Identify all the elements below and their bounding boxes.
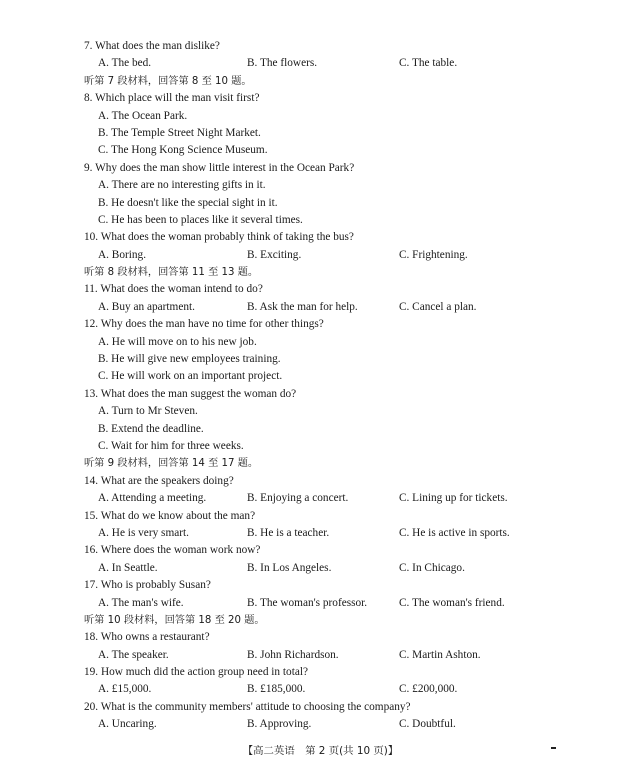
- question: 19. How much did the action group need in total?: [84, 666, 309, 679]
- option: A. He will move on to his new job.: [98, 335, 257, 348]
- question: 9. Why does the man show little interest in the Ocean Park?: [84, 161, 355, 174]
- options-row: [84, 716, 584, 733]
- option-b: B. He is a teacher.: [247, 526, 330, 539]
- option-c: C. He is active in sports.: [399, 526, 510, 539]
- option-a: A. The man's wife.: [98, 596, 184, 609]
- section-instruction: 听第 10 段材料，回答第 18 至 20 题。: [84, 614, 265, 626]
- options-row: [84, 525, 584, 542]
- options-row: [84, 490, 584, 507]
- option-c: C. The table.: [399, 57, 458, 70]
- options-row: [84, 647, 584, 664]
- option-b: B. In Los Angeles.: [247, 561, 332, 574]
- options-row: [84, 681, 584, 698]
- question: 15. What do we know about the man?: [84, 509, 256, 522]
- option: B. He will give new employees training.: [98, 353, 281, 366]
- question: 20. What is the community members' attitude to choosing the company?: [84, 700, 411, 713]
- options-row: [84, 247, 584, 264]
- option-c: C. Lining up for tickets.: [399, 492, 508, 505]
- option-a: A. He is very smart.: [98, 526, 189, 539]
- option-c: C. The woman's friend.: [399, 596, 505, 609]
- option-b: B. Exciting.: [247, 248, 302, 261]
- section-instruction: 听第 7 段材料，回答第 8 至 10 题。: [84, 75, 252, 87]
- option-b: B. £185,000.: [247, 683, 306, 696]
- question: 7. What does the man dislike?: [84, 40, 220, 52]
- option: C. Wait for him for three weeks.: [98, 439, 244, 452]
- options-row: [84, 595, 584, 612]
- page-footer: 【高二英语 第 2 页(共 10 页)】: [242, 745, 399, 757]
- option-b: B. Enjoying a concert.: [247, 492, 349, 505]
- options-row: [84, 560, 584, 577]
- option-a: A. The speaker.: [98, 648, 169, 661]
- question: 8. Which place will the man visit first?: [84, 92, 260, 105]
- option-a: A. Uncaring.: [98, 718, 157, 731]
- option: C. The Hong Kong Science Museum.: [98, 144, 268, 157]
- option-c: C. Martin Ashton.: [399, 648, 481, 661]
- question: 10. What does the woman probably think of taking the bus?: [84, 231, 354, 244]
- option-a: A. Attending a meeting.: [98, 492, 207, 505]
- option-a: A. The bed.: [98, 57, 152, 70]
- option-c: C. In Chicago.: [399, 561, 465, 574]
- option-a: A. £15,000.: [98, 683, 152, 696]
- question: 14. What are the speakers doing?: [84, 474, 234, 487]
- question: 13. What does the man suggest the woman do?: [84, 387, 297, 400]
- option-c: C. Frightening.: [399, 248, 468, 261]
- option-c: C. £200,000.: [399, 683, 458, 696]
- option-c: C. Cancel a plan.: [399, 300, 477, 313]
- section-instruction: 听第 9 段材料，回答第 14 至 17 题。: [84, 458, 259, 470]
- option-a: A. In Seattle.: [98, 561, 158, 574]
- option-c: C. Doubtful.: [399, 718, 456, 731]
- option-a: A. Boring.: [98, 248, 147, 261]
- option-b: B. Ask the man for help.: [247, 300, 358, 313]
- option: A. The Ocean Park.: [98, 109, 188, 122]
- option-a: A. Buy an apartment.: [98, 300, 195, 313]
- question: 17. Who is probably Susan?: [84, 579, 211, 592]
- question-list: [84, 38, 584, 734]
- option: B. Extend the deadline.: [98, 422, 204, 435]
- option-b: B. Approving.: [247, 718, 312, 731]
- question: 11. What does the woman intend to do?: [84, 283, 263, 296]
- option: B. The Temple Street Night Market.: [98, 126, 261, 139]
- option-b: B. The woman's professor.: [247, 596, 368, 609]
- option: B. He doesn't like the special sight in it.: [98, 196, 278, 209]
- options-row: [84, 55, 584, 72]
- corner-mark: [551, 747, 556, 749]
- options-row: [84, 299, 584, 316]
- option: A. Turn to Mr Steven.: [98, 405, 198, 418]
- section-instruction: 听第 8 段材料，回答第 11 至 13 题。: [84, 267, 259, 279]
- option-b: B. The flowers.: [247, 57, 318, 70]
- option-b: B. John Richardson.: [247, 648, 339, 661]
- question: 12. Why does the man have no time for other things?: [84, 318, 324, 331]
- question: 16. Where does the woman work now?: [84, 544, 261, 557]
- option: C. He has been to places like it several times.: [98, 213, 303, 226]
- option: C. He will work on an important project.: [98, 370, 283, 383]
- question: 18. Who owns a restaurant?: [84, 631, 210, 644]
- option: A. There are no interesting gifts in it.: [98, 179, 266, 192]
